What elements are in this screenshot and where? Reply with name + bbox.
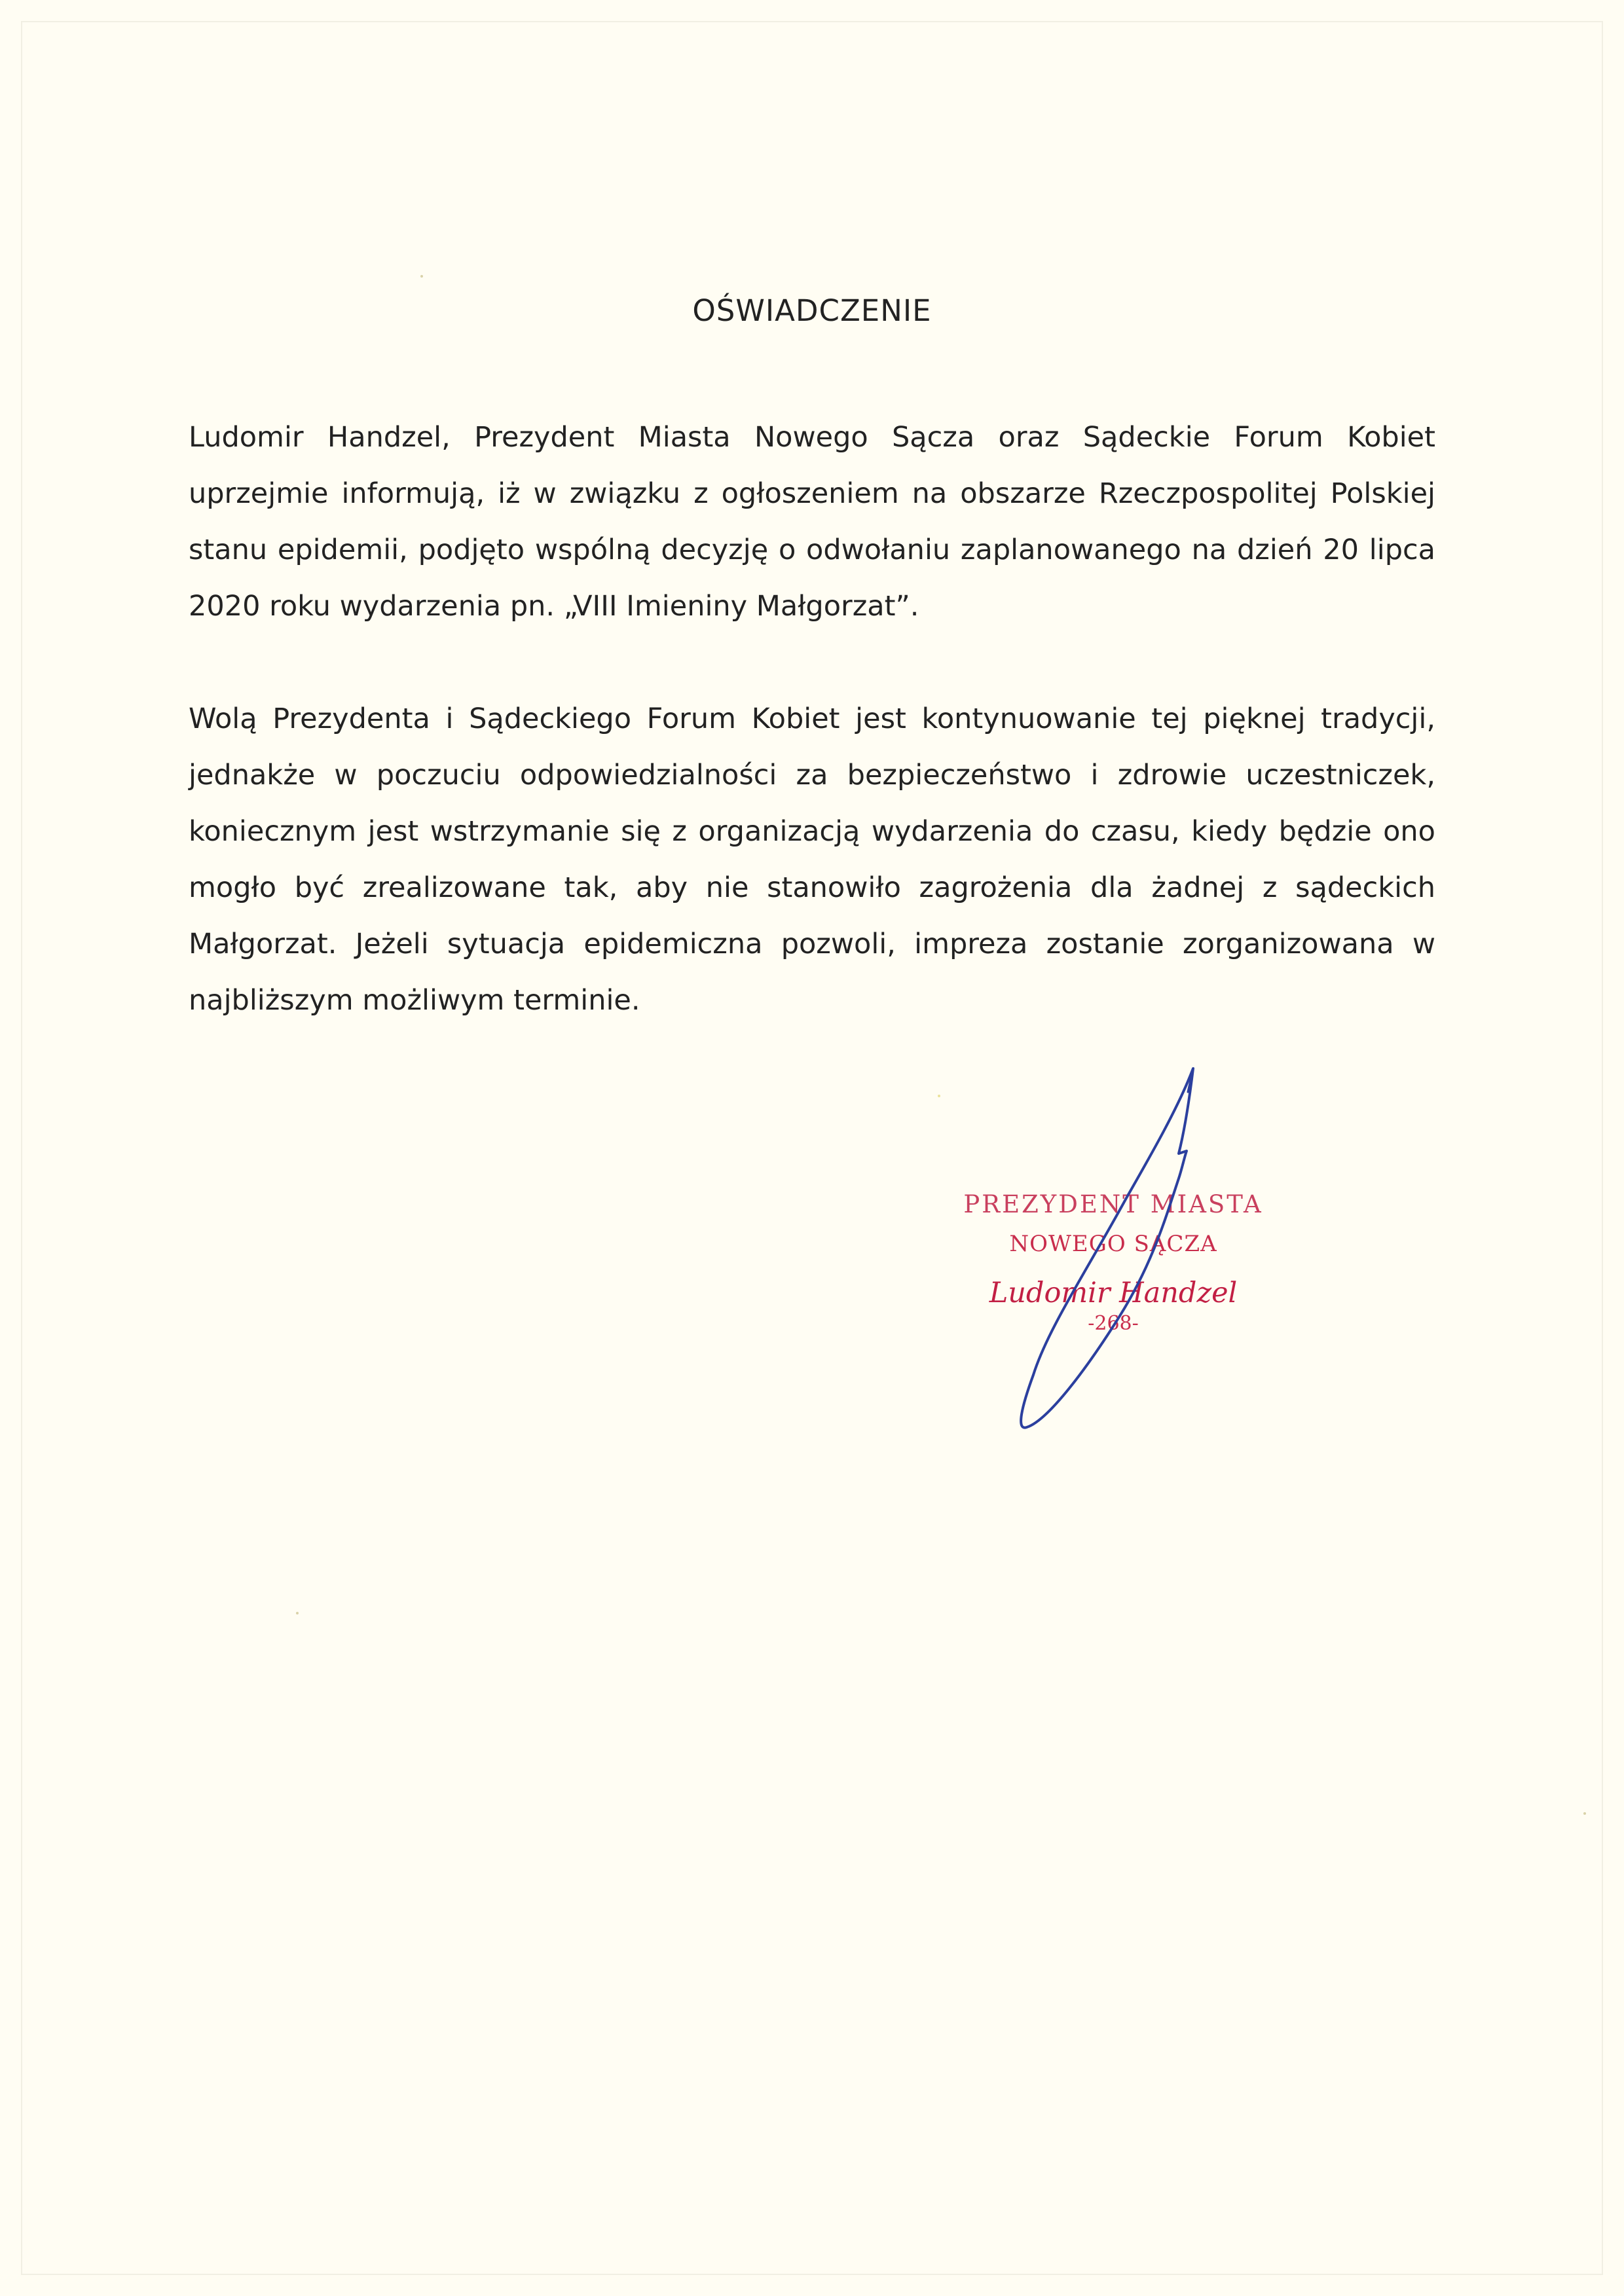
paper-speck xyxy=(938,1095,940,1097)
stamp-person-name: Ludomir Handzel xyxy=(989,1277,1238,1309)
document-title: OŚWIADCZENIE xyxy=(692,293,932,328)
paper-speck xyxy=(296,1612,299,1614)
stamp-number: -268- xyxy=(1088,1312,1139,1335)
paper-speck xyxy=(420,275,423,278)
stamp-city-name: NOWEGO SĄCZA xyxy=(1009,1231,1217,1257)
page-border xyxy=(21,21,1603,2275)
paragraph-explanation: Wolą Prezydenta i Sądeckiego Forum Kobiet jest kontynuowanie tej pięknej tradycji, jednakże w poczuciu odpowiedzialności za bezpieczeństwo i zdrowie uczestniczek, koniecznym jest wstrzymanie się z organizacją wydarzenia do czasu, kiedy będzie ono mogło być zrealizowane tak, aby nie stanowiło zagrożenia dla żadnej z sądeckich Małgorzat. Jeżeli sytuacja epidemiczna pozwoli, impreza zostanie zorganizowana w najbliższym możliwym terminie. xyxy=(189,702,1435,1017)
paper-speck xyxy=(1583,1812,1586,1815)
official-stamp xyxy=(930,1190,1297,1360)
stamp-office-title: PREZYDENT MIASTA xyxy=(963,1190,1263,1218)
paragraph-announcement: Ludomir Handzel, Prezydent Miasta Nowego Sącza oraz Sądeckie Forum Kobiet uprzejmie informują, iż w związku z ogłoszeniem na obszarze Rzeczpospolitej Polskiej stanu epidemii, podjęto wspólną decyzję o odwołaniu zaplanowanego na dzień 20 lipca 2020 roku wydarzenia pn. „VIII Imieniny Małgorzat”. xyxy=(189,421,1435,623)
